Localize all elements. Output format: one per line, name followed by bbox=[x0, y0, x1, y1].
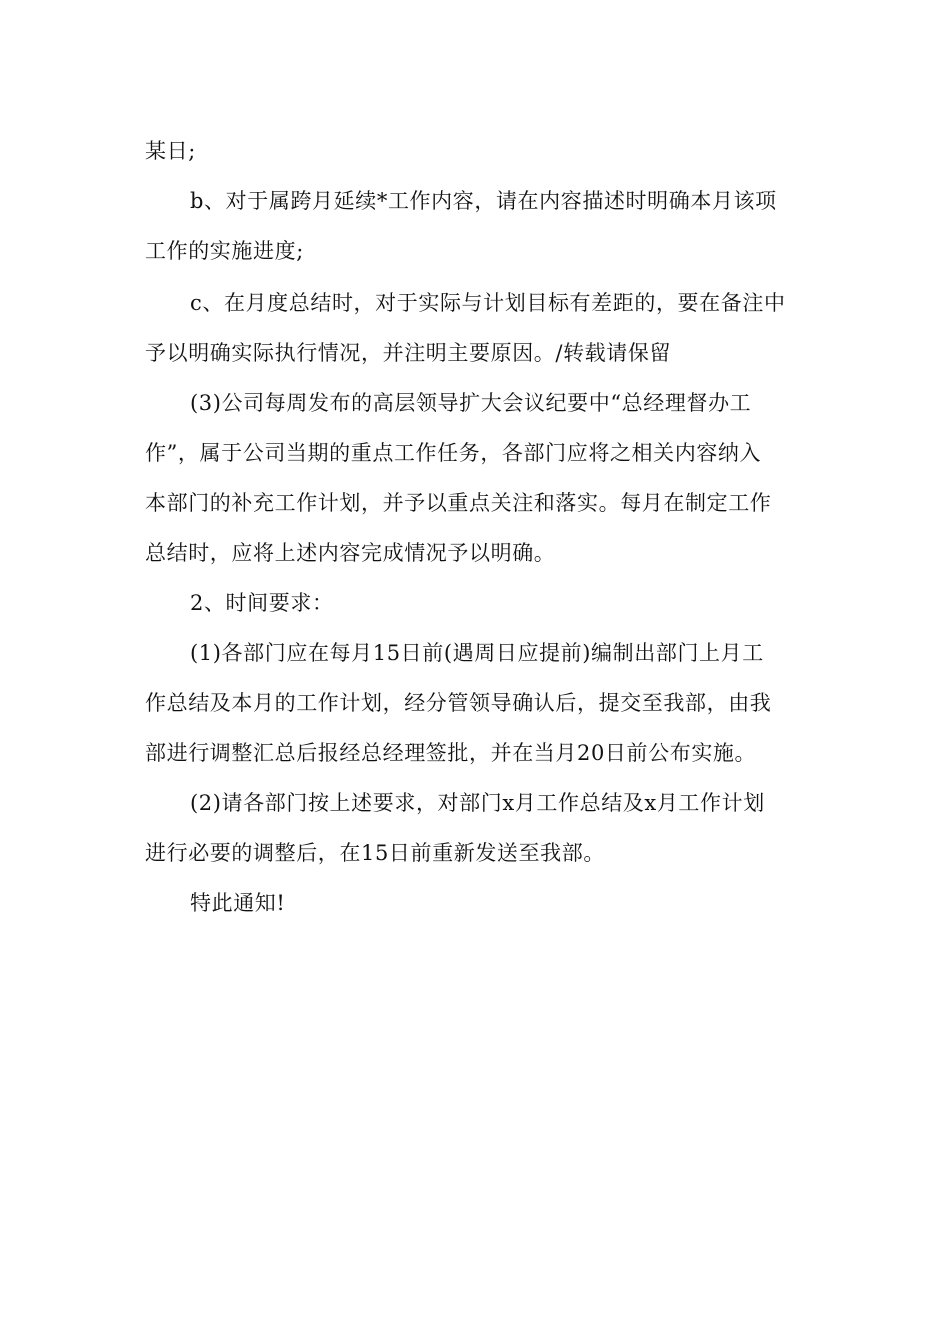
text-line: 作”，属于公司当期的重点工作任务，各部门应将之相关内容纳入 bbox=[145, 441, 762, 465]
text-line: c、在月度总结时，对于实际与计划目标有差距的，要在备注中 bbox=[190, 291, 786, 315]
text-line: b、对于属跨月延续*工作内容，请在内容描述时明确本月该项 bbox=[190, 189, 777, 213]
text-line: 部进行调整汇总后报经总经理签批，并在当月20日前公布实施。 bbox=[145, 741, 757, 765]
text-line: (1)各部门应在每月15日前(遇周日应提前)编制出部门上月工 bbox=[190, 641, 764, 665]
closing-line: 特此通知! bbox=[190, 891, 286, 915]
text-line: 某日; bbox=[145, 139, 196, 163]
text-line: 作总结及本月的工作计划，经分管领导确认后，提交至我部，由我 bbox=[145, 691, 772, 715]
text-line: 总结时，应将上述内容完成情况予以明确。 bbox=[145, 541, 556, 565]
text-line: 进行必要的调整后，在15日前重新发送至我部。 bbox=[145, 841, 605, 865]
text-line: 本部门的补充工作计划，并予以重点关注和落实。每月在制定工作 bbox=[145, 491, 772, 515]
section-heading: 2、时间要求： bbox=[190, 591, 334, 615]
text-line: 工作的实施进度; bbox=[145, 239, 304, 263]
text-line: (3)公司每周发布的高层领导扩大会议纪要中“总经理督办工 bbox=[190, 391, 752, 415]
text-line: (2)请各部门按上述要求，对部门x月工作总结及x月工作计划 bbox=[190, 791, 765, 815]
text-line: 予以明确实际执行情况，并注明主要原因。/转载请保留 bbox=[145, 341, 672, 365]
